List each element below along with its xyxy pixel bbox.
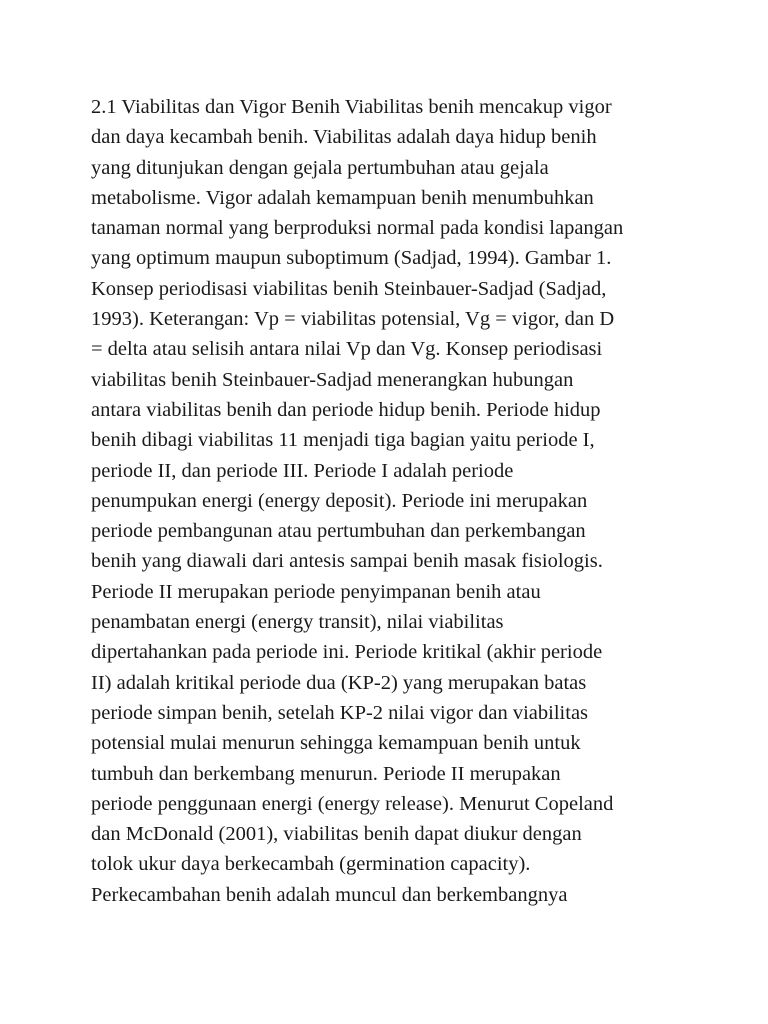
- text-line: yang optimum maupun suboptimum (Sadjad, 1994). Gambar 1.: [91, 247, 612, 270]
- text-line: dan McDonald (2001), viabilitas benih dapat diukur dengan: [91, 823, 582, 846]
- text-line: Periode II merupakan periode penyimpanan benih atau: [91, 580, 541, 603]
- text-line: 2.1 Viabilitas dan Vigor Benih Viabilitas benih mencakup vigor: [91, 96, 612, 118]
- text-line: Konsep periodisasi viabilitas benih Steinbauer-Sadjad (Sadjad,: [91, 277, 607, 300]
- text-line: Perkecambahan benih adalah muncul dan berkembangnya: [91, 883, 568, 906]
- text-line: II) adalah kritikal periode dua (KP-2) yang merupakan batas: [91, 671, 587, 694]
- text-line: benih yang diawali dari antesis sampai benih masak fisiologis.: [91, 550, 603, 573]
- text-line: tumbuh dan berkembang menurun. Periode II merupakan: [91, 762, 561, 785]
- text-line: dipertahankan pada periode ini. Periode kritikal (akhir periode: [91, 641, 603, 664]
- text-line: tanaman normal yang berproduksi normal pada kondisi lapangan: [91, 217, 624, 240]
- text-line: = delta atau selisih antara nilai Vp dan Vg. Konsep periodisasi: [91, 338, 603, 361]
- text-line: benih dibagi viabilitas 11 menjadi tiga bagian yaitu periode I,: [91, 429, 595, 452]
- text-line: potensial mulai menurun sehingga kemampuan benih untuk: [91, 732, 581, 755]
- text-line: periode II, dan periode III. Periode I adalah periode: [91, 459, 514, 482]
- text-line: viabilitas benih Steinbauer-Sadjad menerangkan hubungan: [91, 368, 574, 391]
- text-line: periode simpan benih, setelah KP-2 nilai vigor dan viabilitas: [91, 701, 589, 724]
- text-line: periode penggunaan energi (energy release). Menurut Copeland: [91, 792, 614, 815]
- text-line: antara viabilitas benih dan periode hidup benih. Periode hidup: [91, 398, 601, 421]
- text-line: 1993). Keterangan: Vp = viabilitas potensial, Vg = vigor, dan D: [91, 308, 615, 331]
- text-line: tolok ukur daya berkecambah (germination capacity).: [91, 853, 531, 876]
- text-line: dan daya kecambah benih. Viabilitas adalah daya hidup benih: [91, 126, 597, 149]
- text-line: yang ditunjukan dengan gejala pertumbuhan atau gejala: [91, 156, 549, 179]
- text-line: periode pembangunan atau pertumbuhan dan perkembangan: [91, 520, 586, 543]
- text-line: penambatan energi (energy transit), nilai viabilitas: [91, 611, 504, 634]
- body-text: [91, 92, 711, 910]
- text-line: metabolisme. Vigor adalah kemampuan benih menumbuhkan: [91, 186, 594, 209]
- text-line: penumpukan energi (energy deposit). Periode ini merupakan: [91, 489, 588, 512]
